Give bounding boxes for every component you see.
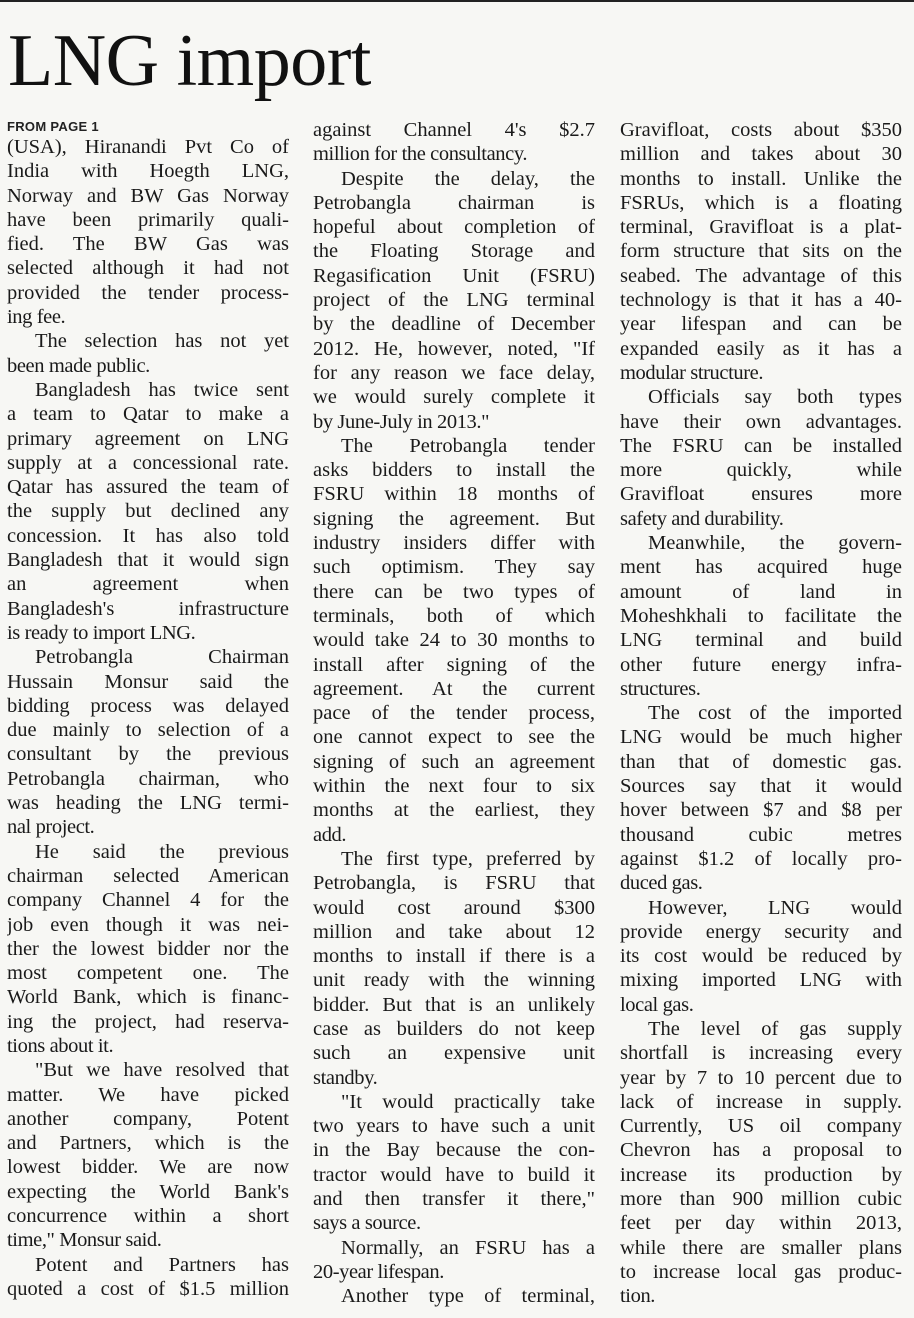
text-line: against $1.2 of locally pro- [620,847,902,870]
text-line: asks bidders to install the [313,459,595,482]
text-line: an agreement when [7,573,289,596]
text-line: expecting the World Bank's [7,1180,289,1203]
text-line: add. [313,823,347,846]
text-line: The cost of the imported [648,702,902,725]
text-line: FSRUs, which is a floating [620,191,902,214]
text-line: amount of land in [620,580,902,603]
text-line: ment has acquired huge [620,556,902,579]
text-line: LNG would be much higher [620,726,902,749]
text-line: against Channel 4's $2.7 [313,119,595,141]
text-line: signing the agreement. But [313,507,595,530]
article-column-2 [313,118,595,1314]
text-line: standby. [313,1066,378,1089]
text-line: other future energy infra- [620,653,902,676]
text-line: ther the lowest bidder nor the [7,937,289,960]
text-line: job even though it was nei- [7,913,289,936]
text-line: Petrobangla chairman, who [7,767,289,790]
text-line: Another type of terminal, [341,1285,595,1308]
text-line: FSRU within 18 months of [313,483,595,506]
text-line: there can be two types of [313,580,595,603]
text-line: chairman selected American [7,864,289,887]
text-line: Bangladesh's infrastructure [7,597,289,620]
text-line: The first type, preferred by [341,847,595,870]
text-line: for any reason we face delay, [313,361,595,384]
text-line: unit ready with the winning [313,969,595,992]
text-line: company Channel 4 for the [7,889,289,912]
text-line: safety and durability. [620,507,784,530]
text-line: supply at a concessional rate. [7,451,289,474]
text-line: selected although it had not [7,257,289,280]
text-line: Meanwhile, the govern- [648,532,902,555]
text-line: provided the tender process- [7,281,289,304]
text-line: year by 7 to 10 percent due to [620,1066,902,1089]
text-line: would take 24 to 30 months to [313,629,595,652]
text-line: primary agreement on LNG [7,427,289,450]
text-line: agreement. At the current [313,677,595,700]
text-line: its cost would be reduced by [620,945,902,968]
text-line: by the deadline of December [313,313,595,336]
text-line: increase its production by [620,1163,902,1186]
text-line: been made public. [7,354,150,377]
text-line: Currently, US oil company [620,1115,902,1138]
text-line: consultant by the previous [7,743,289,766]
text-line: such an expensive unit [313,1042,595,1065]
text-line: a team to Qatar to make a [7,403,289,426]
text-line: million and takes about 30 [620,143,902,166]
text-line: modular structure. [620,361,764,384]
text-line: Petrobangla, is FSRU that [313,872,595,895]
text-line: while there are smaller plans [620,1236,902,1259]
text-line: The selection has not yet [35,330,289,353]
text-line: ing the project, had reserva- [7,1010,289,1033]
text-line: is ready to import LNG. [7,621,196,644]
text-line: hover between $7 and $8 per [620,799,902,822]
text-line: provide energy security and [620,920,902,943]
text-line: install after signing of the [313,653,595,676]
text-line: nal project. [7,816,95,839]
text-line: mixing imported LNG with [620,969,902,992]
text-line: one cannot expect to see the [313,726,595,749]
text-line: (USA), Hiranandi Pvt Co of [7,136,289,158]
text-line: Bangladesh has twice sent [35,378,289,401]
text-line: lack of increase in supply. [620,1090,902,1113]
text-line: Despite the delay, the [341,167,595,190]
text-line: Petrobangla chairman is [313,191,595,214]
text-line: would cost around $300 [313,896,595,919]
text-line: more quickly, while [620,459,902,482]
text-line: most competent one. The [7,962,289,985]
text-line: 2012. He, however, noted, "If [313,337,595,360]
text-line: seabed. The advantage of this [620,264,902,287]
text-line: says a source. [313,1212,421,1235]
kicker: FROM PAGE 1 [7,119,99,134]
text-line: have been primarily quali- [7,208,289,231]
headline: LNG import [8,20,371,102]
text-line: tions about it. [7,1034,114,1057]
text-line: hopeful about completion of [313,216,595,239]
text-line: Qatar has assured the team of [7,476,289,499]
text-line: by June-July in 2013." [313,410,490,433]
text-line: expanded easily as it has a [620,337,902,360]
text-line: form structure that sits on the [620,240,902,263]
text-line: the supply but declined any [7,500,289,523]
text-line: and then transfer it there," [313,1188,595,1211]
text-line: million for the consultancy. [313,143,528,166]
text-line: LNG terminal and build [620,629,902,652]
text-line: Potent and Partners has [35,1253,289,1276]
text-line: more than 900 million cubic [620,1188,902,1211]
text-line: terminals, both of which [313,604,595,627]
text-line: such optimism. They say [313,556,595,579]
top-rule [0,0,914,2]
article-column-1 [7,118,289,1314]
text-line: was heading the LNG termi- [7,792,289,815]
text-line: 20-year lifespan. [313,1260,444,1283]
article-column-3 [620,118,902,1314]
text-line: Regasification Unit (FSRU) [313,264,595,287]
text-line: Gravifloat ensures more [620,483,902,506]
text-line: ing fee. [7,306,66,329]
text-line: World Bank, which is financ- [7,986,289,1009]
text-line: "But we have resolved that [35,1059,289,1082]
text-line: tractor would have to build it [313,1163,595,1186]
text-line: than that of domestic gas. [620,750,902,773]
text-line: matter. We have picked [7,1083,289,1106]
text-line: local gas. [620,993,694,1016]
text-line: Normally, an FSRU has a [341,1236,595,1259]
text-line: Petrobangla Chairman [35,646,289,669]
text-line: quoted a cost of $1.5 million [7,1277,289,1300]
text-line: time," Monsur said. [7,1229,162,1252]
text-line: fied. The BW Gas was [7,233,289,256]
text-line: have their own advantages. [620,410,902,433]
text-line: feet per day within 2013, [620,1212,902,1235]
text-line: months to install if there is a [313,945,595,968]
text-line: "It would practically take [341,1090,595,1113]
text-line: India with Hoegth LNG, [7,160,289,183]
text-line: million and take about 12 [313,920,595,943]
text-line: pace of the tender process, [313,702,595,725]
text-line: signing of such an agreement [313,750,595,773]
text-line: The Petrobangla tender [341,434,595,457]
text-line: lowest bidder. We are now [7,1156,289,1179]
text-line: months at the earliest, they [313,799,595,822]
text-line: another company, Potent [7,1107,289,1130]
text-line: concession. It has also told [7,524,289,547]
text-line: Norway and BW Gas Norway [7,184,289,207]
text-line: structures. [620,677,701,700]
text-line: thousand cubic metres [620,823,902,846]
text-line: year lifespan and can be [620,313,902,336]
text-line: duced gas. [620,872,703,895]
text-line: Sources say that it would [620,775,902,798]
text-line: due mainly to selection of a [7,719,289,742]
text-line: Gravifloat, costs about $350 [620,119,902,141]
text-line: we would surely complete it [313,386,595,409]
text-line: terminal, Gravifloat is a plat- [620,216,902,239]
text-line: in the Bay because the con- [313,1139,595,1162]
text-line: to increase local gas produc- [620,1260,902,1283]
text-line: case as builders do not keep [313,1017,595,1040]
text-line: The FSRU can be installed [620,434,902,457]
text-line: two years to have such a unit [313,1115,595,1138]
text-line: shortfall is increasing every [620,1042,902,1065]
text-line: Chevron has a proposal to [620,1139,902,1162]
text-line: and Partners, which is the [7,1132,289,1155]
text-line: Hussain Monsur said the [7,670,289,693]
text-line: Bangladesh that it would sign [7,549,289,572]
text-line: industry insiders differ with [313,532,595,555]
text-line: bidding process was delayed [7,694,289,717]
text-line: Moheshkhali to facilitate the [620,604,902,627]
text-line: concurrence within a short [7,1205,289,1228]
text-line: technology is that it has a 40- [620,289,902,312]
text-line: However, LNG would [648,896,902,919]
text-line: months to install. Unlike the [620,167,902,190]
text-line: Officials say both types [648,386,902,409]
text-line: bidder. But that is an unlikely [313,993,595,1016]
text-line: The level of gas supply [648,1017,902,1040]
text-line: tion. [620,1285,656,1308]
text-line: project of the LNG terminal [313,289,595,312]
text-line: He said the previous [35,840,289,863]
text-line: the Floating Storage and [313,240,595,263]
text-line: within the next four to six [313,775,595,798]
